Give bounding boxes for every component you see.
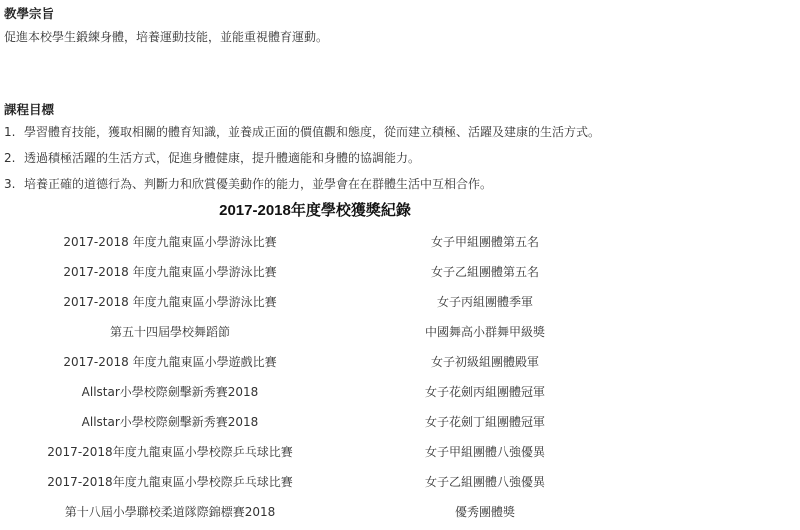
- table-row: [0, 256, 630, 286]
- goal-number: 3.: [4, 177, 16, 191]
- goal-number: 1.: [4, 125, 16, 139]
- award-event: 第十八屆小學聯校柔道隊際錦標賽2018: [64, 504, 276, 519]
- goals-heading: 課程目標: [4, 102, 55, 117]
- table-row: [0, 466, 630, 496]
- award-event: 第五十四屆學校舞蹈節: [109, 324, 230, 339]
- awards-heading: 2017-2018年度學校獲獎紀錄: [219, 202, 411, 219]
- table-row: [0, 226, 630, 256]
- goal-text: 學習體育技能，獲取相關的體育知識，並養成正面的價值觀和態度，從而建立積極、活躍及建康的生活方式。: [24, 125, 601, 139]
- table-row: [0, 436, 630, 466]
- award-event: 2017-2018 年度九龍東區小學游泳比賽: [63, 294, 277, 309]
- goal-number: 2.: [4, 151, 16, 165]
- table-row: [0, 376, 630, 406]
- table-row: [0, 496, 630, 526]
- awards-table: [0, 226, 630, 526]
- award-result: 女子花劍丁組團體冠軍: [424, 414, 545, 429]
- award-result: 女子乙組團體第五名: [430, 264, 539, 279]
- award-result: 女子乙組團體八強優異: [424, 474, 545, 489]
- award-result: 女子丙組團體季軍: [436, 294, 533, 309]
- goals-list: [4, 123, 600, 201]
- award-result: 女子甲組團體八強優異: [424, 444, 545, 459]
- award-event: 2017-2018年度九龍東區小學校際乒乓球比賽: [47, 474, 293, 489]
- mission-text: 促進本校學生鍛練身體，培養運動技能，並能重視體育運動。: [4, 30, 329, 44]
- mission-heading: 教學宗旨: [4, 6, 55, 21]
- award-result: 女子甲組團體第五名: [430, 234, 539, 249]
- table-row: [0, 286, 630, 316]
- award-event: 2017-2018年度九龍東區小學校際乒乓球比賽: [47, 444, 293, 459]
- goal-text: 透過積極活躍的生活方式，促進身體健康，提升體適能和身體的協調能力。: [24, 151, 421, 165]
- award-event: 2017-2018 年度九龍東區小學游泳比賽: [63, 264, 277, 279]
- award-event: Allstar小學校際劍擊新秀賽2018: [81, 384, 259, 399]
- goal-item: [4, 149, 600, 175]
- table-row: [0, 316, 630, 346]
- table-row: [0, 406, 630, 436]
- award-result: 女子初級組團體殿軍: [430, 354, 539, 369]
- table-row: [0, 346, 630, 376]
- award-result: 女子花劍丙組團體冠軍: [424, 384, 545, 399]
- award-event: Allstar小學校際劍擊新秀賽2018: [81, 414, 259, 429]
- award-result: 優秀團體獎: [454, 504, 515, 519]
- goal-item: [4, 175, 600, 201]
- award-event: 2017-2018 年度九龍東區小學游泳比賽: [63, 234, 277, 249]
- goal-text: 培養正確的道德行為、判斷力和欣賞優美動作的能力，並學會在在群體生活中互相合作。: [24, 177, 493, 191]
- award-result: 中國舞高小群舞甲級獎: [424, 324, 545, 339]
- award-event: 2017-2018 年度九龍東區小學遊戲比賽: [63, 354, 277, 369]
- goal-item: [4, 123, 600, 149]
